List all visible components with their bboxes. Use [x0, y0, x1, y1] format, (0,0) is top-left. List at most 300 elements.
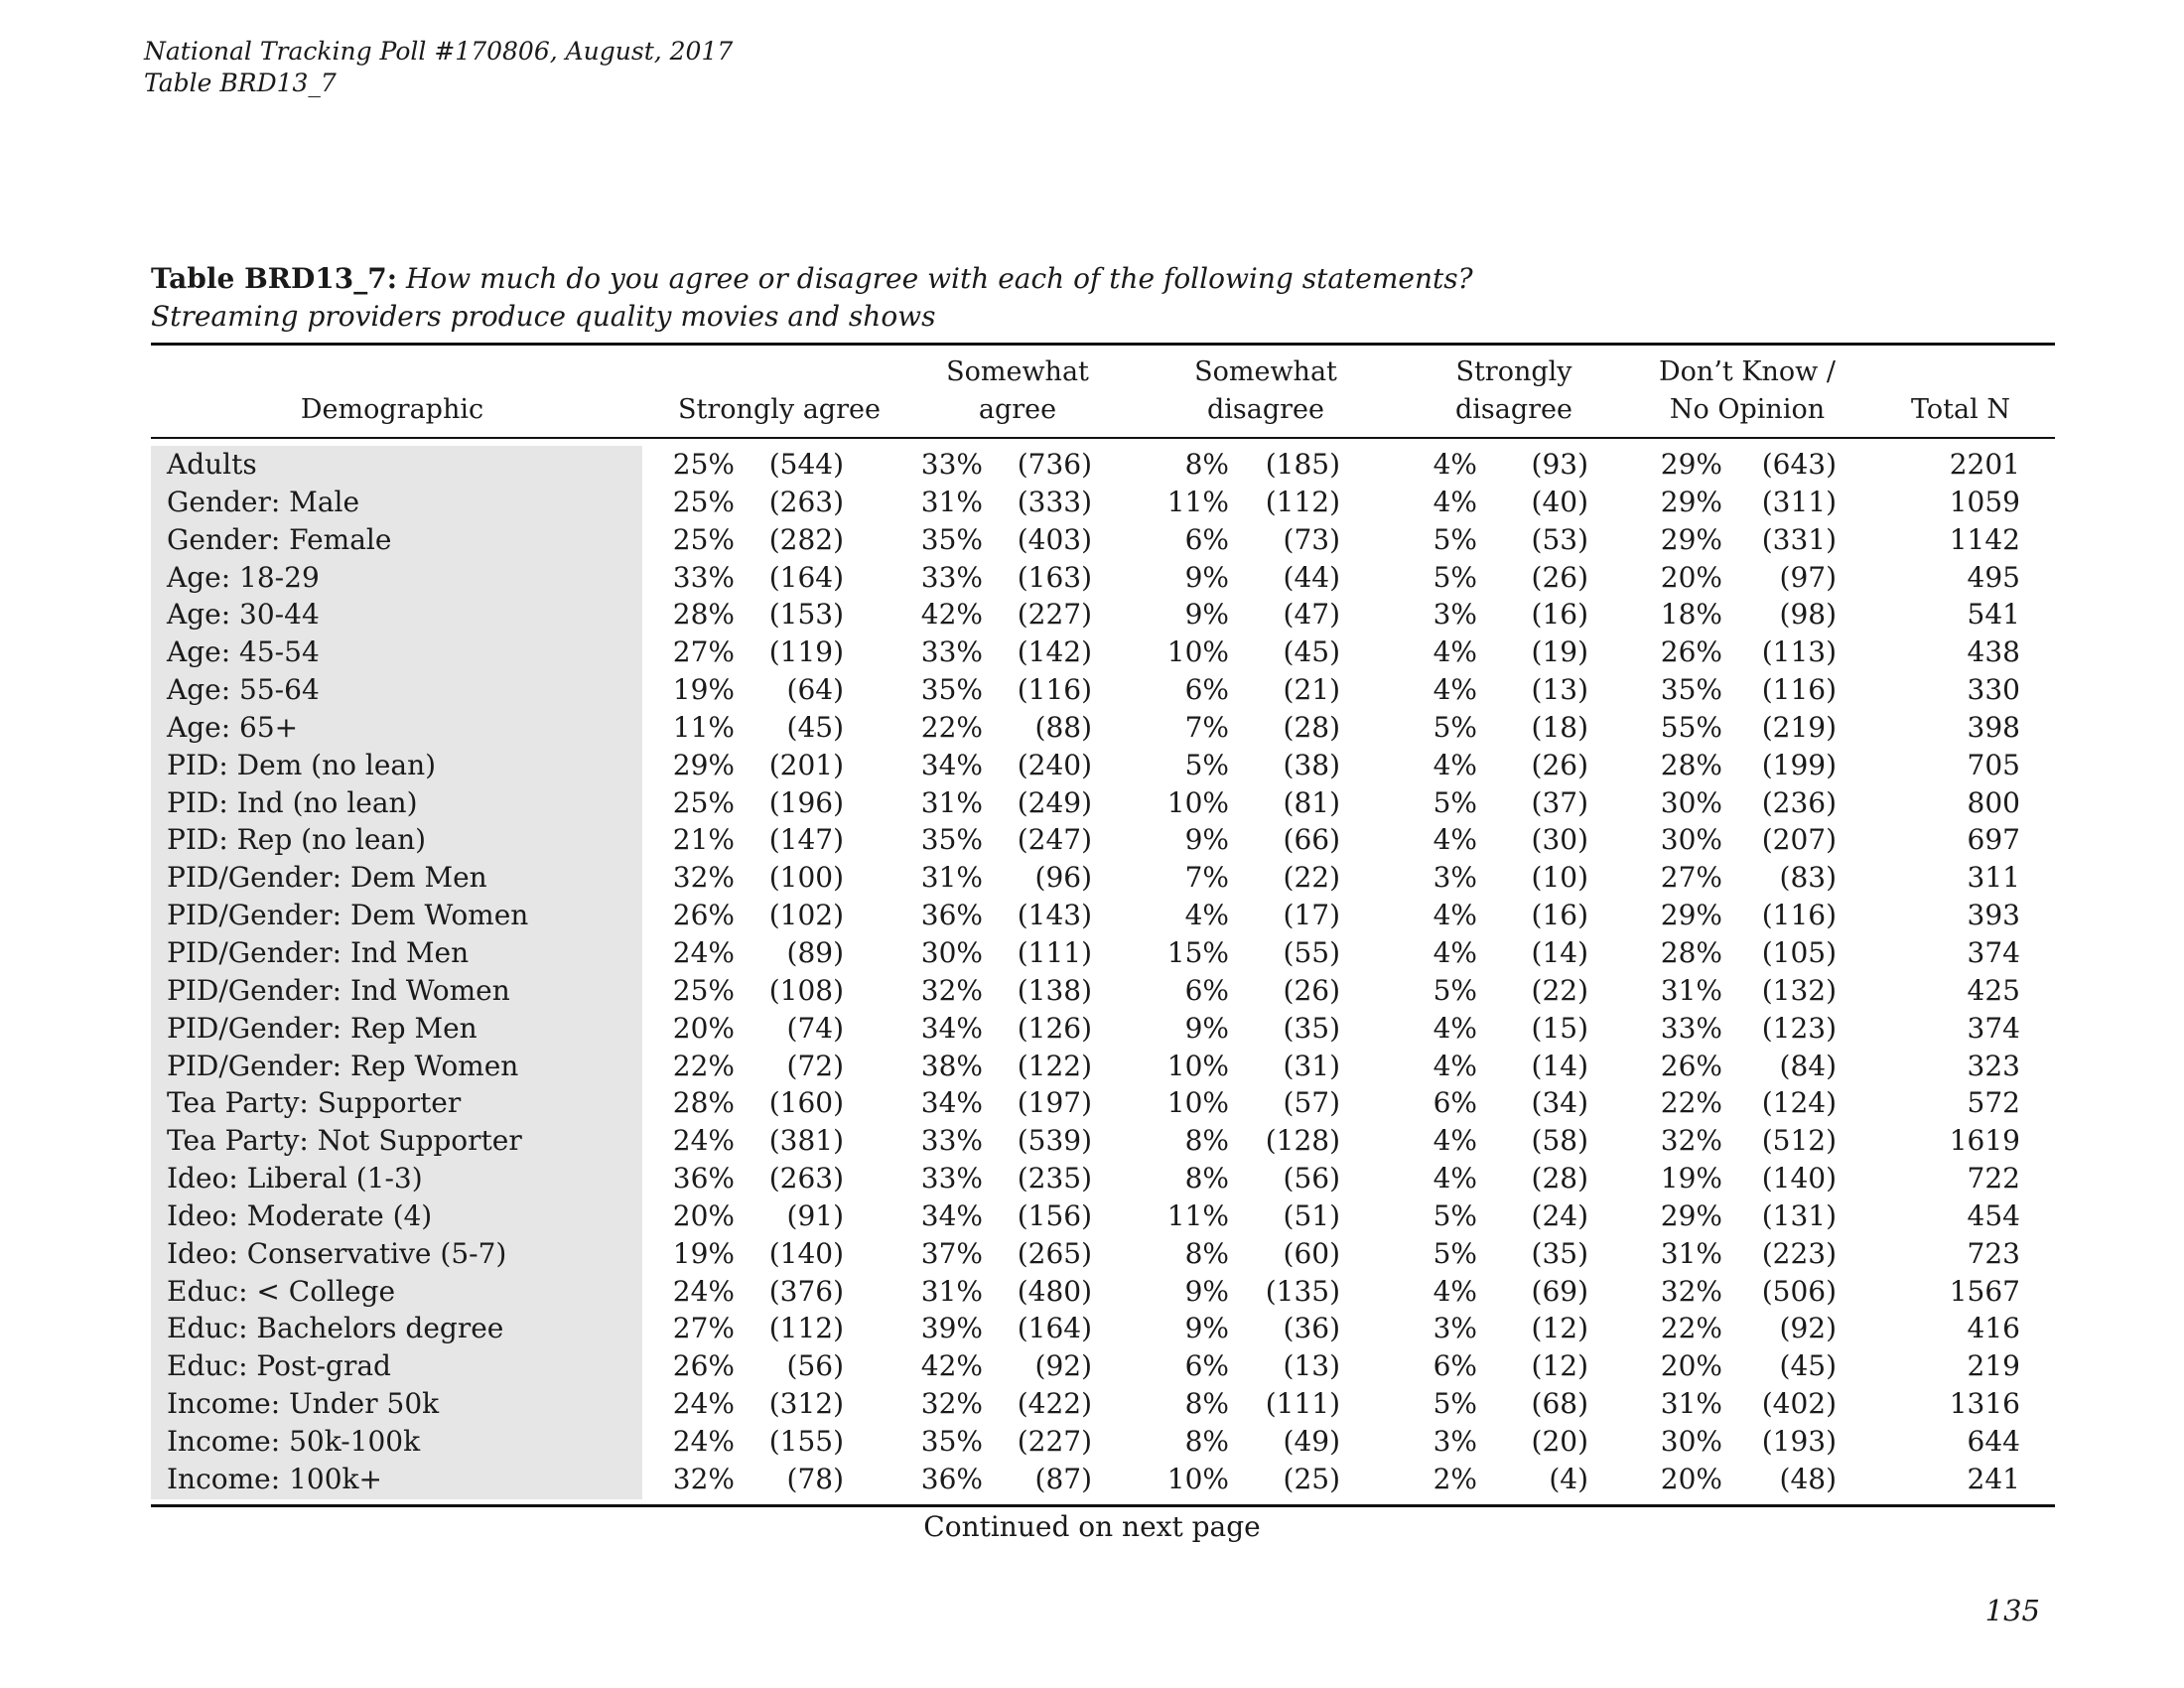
- cell-count-dk: (98): [1779, 598, 1837, 632]
- cell-count-swa: (235): [1017, 1162, 1092, 1196]
- cell-total-n: 1059: [1949, 485, 2020, 518]
- cell-percent-swd: 15%: [1166, 935, 1229, 969]
- cell-percent-dk: 35%: [1660, 673, 1722, 707]
- cell-count-swd: (51): [1283, 1198, 1340, 1232]
- cell-percent-swd: 6%: [1184, 1349, 1229, 1383]
- cell-percent-swa: 30%: [920, 935, 983, 969]
- cell-count-swd: (60): [1283, 1236, 1340, 1270]
- cell-total-n: 330: [1967, 673, 2020, 707]
- cell-count-sa: (78): [786, 1462, 844, 1495]
- cell-percent-dk: 29%: [1660, 1198, 1722, 1232]
- cell-count-sa: (155): [768, 1424, 844, 1458]
- cell-count-sd: (26): [1531, 748, 1588, 781]
- cell-count-sd: (12): [1531, 1312, 1588, 1345]
- cell-count-dk: (48): [1779, 1462, 1837, 1495]
- cell-count-swa: (88): [1034, 710, 1092, 744]
- cell-percent-swd: 6%: [1184, 973, 1229, 1007]
- table-row: [0, 596, 2184, 633]
- table-row: [0, 1122, 2184, 1160]
- cell-count-dk: (207): [1761, 823, 1837, 857]
- cell-count-swd: (47): [1283, 598, 1340, 632]
- cell-count-sd: (12): [1531, 1349, 1588, 1383]
- cell-count-dk: (97): [1779, 560, 1837, 594]
- cell-count-dk: (116): [1761, 673, 1837, 707]
- table-row: [0, 784, 2184, 822]
- cell-count-sa: (196): [768, 785, 844, 819]
- cell-count-sa: (119): [768, 635, 844, 669]
- cell-percent-swd: 10%: [1166, 1049, 1229, 1082]
- row-label: Ideo: Liberal (1-3): [167, 1162, 423, 1196]
- row-label: Age: 55-64: [167, 673, 320, 707]
- cell-percent-dk: 29%: [1660, 522, 1722, 556]
- cell-percent-sa: 32%: [672, 1462, 735, 1495]
- cell-total-n: 723: [1967, 1236, 2020, 1270]
- row-label: Educ: Post-grad: [167, 1349, 391, 1383]
- cell-total-n: 1142: [1949, 522, 2020, 556]
- cell-percent-swa: 33%: [920, 635, 983, 669]
- cell-count-dk: (45): [1779, 1349, 1837, 1383]
- cell-percent-swd: 9%: [1184, 1011, 1229, 1045]
- cell-percent-swa: 34%: [920, 1086, 983, 1120]
- cell-total-n: 311: [1967, 861, 2020, 895]
- table-row: [0, 1084, 2184, 1122]
- cell-percent-sd: 3%: [1433, 861, 1477, 895]
- cell-count-swd: (81): [1283, 785, 1340, 819]
- cell-count-swa: (227): [1017, 1424, 1092, 1458]
- cell-percent-sd: 3%: [1433, 1312, 1477, 1345]
- cell-count-swd: (26): [1283, 973, 1340, 1007]
- cell-count-sd: (28): [1531, 1162, 1588, 1196]
- cell-percent-dk: 30%: [1660, 785, 1722, 819]
- cell-percent-swd: 4%: [1184, 899, 1229, 932]
- cell-percent-dk: 26%: [1660, 635, 1722, 669]
- cell-percent-sa: 25%: [672, 448, 735, 481]
- cell-count-sd: (26): [1531, 560, 1588, 594]
- cell-count-swd: (36): [1283, 1312, 1340, 1345]
- cell-percent-swd: 8%: [1184, 1162, 1229, 1196]
- cell-count-swa: (333): [1017, 485, 1092, 518]
- table-row: [0, 484, 2184, 521]
- cell-count-dk: (131): [1761, 1198, 1837, 1232]
- cell-percent-dk: 31%: [1660, 1236, 1722, 1270]
- cell-percent-swd: 10%: [1166, 1462, 1229, 1495]
- cell-percent-swa: 35%: [920, 823, 983, 857]
- table-row: [0, 1273, 2184, 1311]
- cell-percent-dk: 20%: [1660, 560, 1722, 594]
- cell-count-swa: (143): [1017, 899, 1092, 932]
- cell-percent-sd: 5%: [1433, 522, 1477, 556]
- cell-percent-sa: 24%: [672, 1124, 735, 1158]
- cell-count-dk: (84): [1779, 1049, 1837, 1082]
- cell-count-sa: (89): [786, 935, 844, 969]
- row-label: Gender: Male: [167, 485, 360, 518]
- cell-count-sa: (164): [768, 560, 844, 594]
- cell-count-swd: (57): [1283, 1086, 1340, 1120]
- cell-percent-sa: 28%: [672, 598, 735, 632]
- cell-count-swa: (403): [1017, 522, 1092, 556]
- cell-count-sa: (201): [768, 748, 844, 781]
- cell-count-sa: (72): [786, 1049, 844, 1082]
- cell-count-swa: (249): [1017, 785, 1092, 819]
- cell-total-n: 219: [1967, 1349, 2020, 1383]
- cell-percent-sd: 4%: [1433, 673, 1477, 707]
- cell-count-sa: (91): [786, 1198, 844, 1232]
- cell-percent-dk: 33%: [1660, 1011, 1722, 1045]
- cell-percent-sa: 26%: [672, 1349, 735, 1383]
- cell-count-dk: (223): [1761, 1236, 1837, 1270]
- cell-total-n: 393: [1967, 899, 2020, 932]
- cell-count-sd: (10): [1531, 861, 1588, 895]
- cell-percent-sa: 25%: [672, 485, 735, 518]
- cell-percent-dk: 26%: [1660, 1049, 1722, 1082]
- poll-title: National Tracking Poll #170806, August, 2017: [144, 37, 734, 66]
- table-row: [0, 1423, 2184, 1461]
- cell-count-sd: (68): [1531, 1387, 1588, 1421]
- cell-percent-sd: 4%: [1433, 935, 1477, 969]
- cell-count-swd: (44): [1283, 560, 1340, 594]
- cell-count-swa: (265): [1017, 1236, 1092, 1270]
- row-label: Gender: Female: [167, 522, 392, 556]
- cell-count-dk: (105): [1761, 935, 1837, 969]
- cell-count-sd: (69): [1531, 1274, 1588, 1308]
- cell-count-sd: (35): [1531, 1236, 1588, 1270]
- cell-percent-sa: 27%: [672, 635, 735, 669]
- cell-count-sa: (381): [768, 1124, 844, 1158]
- header-rule: [151, 437, 2055, 439]
- table-row: [0, 709, 2184, 747]
- cell-count-swa: (240): [1017, 748, 1092, 781]
- table-row: [0, 1048, 2184, 1085]
- cell-percent-swa: 35%: [920, 1424, 983, 1458]
- cell-percent-sd: 6%: [1433, 1349, 1477, 1383]
- cell-percent-dk: 29%: [1660, 899, 1722, 932]
- table-row: [0, 1010, 2184, 1048]
- cell-total-n: 1316: [1949, 1387, 2020, 1421]
- cell-percent-swa: 37%: [920, 1236, 983, 1270]
- cell-count-swd: (55): [1283, 935, 1340, 969]
- cell-percent-sd: 3%: [1433, 1424, 1477, 1458]
- row-label: Tea Party: Not Supporter: [167, 1124, 522, 1158]
- cell-count-sd: (58): [1531, 1124, 1588, 1158]
- cell-count-dk: (331): [1761, 522, 1837, 556]
- page-header: [144, 36, 733, 99]
- cell-percent-sa: 24%: [672, 935, 735, 969]
- cell-count-dk: (506): [1761, 1274, 1837, 1308]
- caption-statement: Streaming providers produce quality movies and shows: [151, 300, 936, 333]
- cell-percent-swd: 8%: [1184, 1387, 1229, 1421]
- cell-count-sa: (64): [786, 673, 844, 707]
- cell-count-sd: (40): [1531, 485, 1588, 518]
- cell-percent-swd: 11%: [1166, 1198, 1229, 1232]
- cell-percent-sd: 2%: [1433, 1462, 1477, 1495]
- cell-percent-swa: 32%: [920, 1387, 983, 1421]
- row-label: PID/Gender: Rep Men: [167, 1011, 478, 1045]
- cell-percent-swa: 31%: [920, 785, 983, 819]
- row-label: Age: 18-29: [167, 560, 320, 594]
- row-label: PID/Gender: Dem Men: [167, 861, 487, 895]
- cell-count-swa: (163): [1017, 560, 1092, 594]
- cell-count-swa: (87): [1034, 1462, 1092, 1495]
- row-label: Tea Party: Supporter: [167, 1086, 462, 1120]
- cell-total-n: 425: [1967, 973, 2020, 1007]
- cell-percent-sa: 33%: [672, 560, 735, 594]
- cell-percent-swa: 31%: [920, 485, 983, 518]
- row-label: PID: Dem (no lean): [167, 748, 437, 781]
- table-row: [0, 1235, 2184, 1273]
- cell-percent-sd: 3%: [1433, 598, 1477, 632]
- cell-percent-swd: 7%: [1184, 710, 1229, 744]
- table-row: [0, 934, 2184, 972]
- cell-percent-sa: 25%: [672, 973, 735, 1007]
- cell-count-dk: (132): [1761, 973, 1837, 1007]
- cell-count-dk: (92): [1779, 1312, 1837, 1345]
- cell-count-swa: (422): [1017, 1387, 1092, 1421]
- cell-count-sd: (24): [1531, 1198, 1588, 1232]
- table-row: [0, 1310, 2184, 1347]
- cell-percent-sa: 20%: [672, 1198, 735, 1232]
- cell-percent-sa: 25%: [672, 522, 735, 556]
- cell-count-sa: (102): [768, 899, 844, 932]
- table-row: [0, 747, 2184, 784]
- cell-percent-swa: 34%: [920, 1011, 983, 1045]
- cell-count-sa: (263): [768, 1162, 844, 1196]
- continued-note: Continued on next page: [923, 1510, 1261, 1543]
- cell-count-swa: (111): [1017, 935, 1092, 969]
- cell-count-dk: (199): [1761, 748, 1837, 781]
- cell-percent-sd: 4%: [1433, 1049, 1477, 1082]
- row-label: Ideo: Conservative (5-7): [167, 1236, 507, 1270]
- cell-percent-swd: 11%: [1166, 485, 1229, 518]
- cell-count-swa: (247): [1017, 823, 1092, 857]
- row-label: Income: Under 50k: [167, 1387, 440, 1421]
- cell-percent-sa: 24%: [672, 1387, 735, 1421]
- cell-percent-swd: 10%: [1166, 1086, 1229, 1120]
- cell-count-dk: (123): [1761, 1011, 1837, 1045]
- cell-count-swd: (35): [1283, 1011, 1340, 1045]
- cell-count-sd: (53): [1531, 522, 1588, 556]
- cell-count-sd: (19): [1531, 635, 1588, 669]
- cell-count-dk: (219): [1761, 710, 1837, 744]
- cell-count-swa: (539): [1017, 1124, 1092, 1158]
- cell-percent-swd: 10%: [1166, 785, 1229, 819]
- col-header-somewhat-agree: Somewhat agree: [946, 356, 1089, 425]
- table-row: [0, 1197, 2184, 1235]
- cell-percent-dk: 19%: [1660, 1162, 1722, 1196]
- col-header-total-n: Total N: [1911, 394, 2010, 425]
- cell-count-dk: (311): [1761, 485, 1837, 518]
- cell-percent-swa: 35%: [920, 673, 983, 707]
- cell-percent-sd: 5%: [1433, 710, 1477, 744]
- cell-percent-swd: 10%: [1166, 635, 1229, 669]
- cell-count-swa: (736): [1017, 448, 1092, 481]
- cell-percent-dk: 20%: [1660, 1349, 1722, 1383]
- cell-percent-dk: 28%: [1660, 748, 1722, 781]
- cell-count-sa: (74): [786, 1011, 844, 1045]
- cell-count-sa: (263): [768, 485, 844, 518]
- cell-percent-sa: 20%: [672, 1011, 735, 1045]
- table-row: [0, 521, 2184, 559]
- cell-count-swd: (128): [1265, 1124, 1340, 1158]
- cell-count-dk: (140): [1761, 1162, 1837, 1196]
- cell-count-swa: (96): [1034, 861, 1092, 895]
- cell-count-dk: (402): [1761, 1387, 1837, 1421]
- cell-count-swa: (92): [1034, 1349, 1092, 1383]
- cell-count-sd: (18): [1531, 710, 1588, 744]
- cell-percent-sd: 4%: [1433, 485, 1477, 518]
- cell-percent-swd: 8%: [1184, 1236, 1229, 1270]
- cell-percent-dk: 31%: [1660, 973, 1722, 1007]
- cell-count-swa: (164): [1017, 1312, 1092, 1345]
- cell-percent-dk: 32%: [1660, 1274, 1722, 1308]
- row-label: Adults: [167, 448, 257, 481]
- cell-percent-dk: 32%: [1660, 1124, 1722, 1158]
- cell-percent-swa: 22%: [920, 710, 983, 744]
- cell-percent-sa: 24%: [672, 1274, 735, 1308]
- cell-percent-sa: 29%: [672, 748, 735, 781]
- cell-count-sd: (15): [1531, 1011, 1588, 1045]
- cell-count-sa: (312): [768, 1387, 844, 1421]
- cell-percent-sa: 11%: [672, 710, 735, 744]
- cell-percent-sd: 4%: [1433, 1011, 1477, 1045]
- col-header-dont-know: Don’t Know / No Opinion: [1659, 356, 1836, 425]
- cell-percent-swd: 6%: [1184, 673, 1229, 707]
- cell-count-dk: (83): [1779, 861, 1837, 895]
- cell-percent-sd: 5%: [1433, 973, 1477, 1007]
- row-label: Age: 65+: [167, 710, 299, 744]
- col-header-somewhat-disagree: Somewhat disagree: [1194, 356, 1337, 425]
- cell-count-sa: (376): [768, 1274, 844, 1308]
- cell-count-sa: (56): [786, 1349, 844, 1383]
- cell-percent-sd: 4%: [1433, 823, 1477, 857]
- table-row: [0, 1347, 2184, 1385]
- cell-count-sd: (93): [1531, 448, 1588, 481]
- cell-count-sd: (20): [1531, 1424, 1588, 1458]
- cell-count-dk: (236): [1761, 785, 1837, 819]
- table-top-rule: [151, 343, 2055, 346]
- cell-percent-sd: 4%: [1433, 1124, 1477, 1158]
- cell-total-n: 705: [1967, 748, 2020, 781]
- cell-total-n: 374: [1967, 1011, 2020, 1045]
- cell-percent-swd: 9%: [1184, 823, 1229, 857]
- cell-total-n: 541: [1967, 598, 2020, 632]
- cell-percent-sd: 6%: [1433, 1086, 1477, 1120]
- cell-percent-sd: 4%: [1433, 899, 1477, 932]
- cell-percent-swd: 9%: [1184, 1274, 1229, 1308]
- cell-count-sa: (45): [786, 710, 844, 744]
- cell-count-swa: (227): [1017, 598, 1092, 632]
- cell-percent-swd: 7%: [1184, 861, 1229, 895]
- cell-percent-sd: 5%: [1433, 1236, 1477, 1270]
- cell-percent-sd: 4%: [1433, 748, 1477, 781]
- cell-percent-dk: 30%: [1660, 1424, 1722, 1458]
- cell-percent-swd: 5%: [1184, 748, 1229, 781]
- cell-percent-sa: 36%: [672, 1162, 735, 1196]
- cell-percent-sd: 4%: [1433, 1274, 1477, 1308]
- row-label: PID: Rep (no lean): [167, 823, 427, 857]
- row-label: PID: Ind (no lean): [167, 785, 418, 819]
- row-label: Age: 45-54: [167, 635, 320, 669]
- cell-count-swd: (17): [1283, 899, 1340, 932]
- cell-percent-swa: 33%: [920, 448, 983, 481]
- col-header-strongly-agree: Strongly agree: [678, 394, 881, 425]
- table-row: [0, 859, 2184, 897]
- cell-percent-swa: 42%: [920, 1349, 983, 1383]
- cell-percent-swd: 9%: [1184, 598, 1229, 632]
- cell-count-swd: (73): [1283, 522, 1340, 556]
- cell-count-sa: (147): [768, 823, 844, 857]
- cell-count-swd: (49): [1283, 1424, 1340, 1458]
- table-row: [0, 1461, 2184, 1498]
- cell-percent-dk: 29%: [1660, 485, 1722, 518]
- cell-count-sd: (4): [1549, 1462, 1588, 1495]
- row-label: Income: 100k+: [167, 1462, 382, 1495]
- row-label: Age: 30-44: [167, 598, 320, 632]
- cell-total-n: 454: [1967, 1198, 2020, 1232]
- table-body: [0, 446, 2184, 1498]
- cell-percent-sd: 5%: [1433, 1387, 1477, 1421]
- cell-count-sa: (140): [768, 1236, 844, 1270]
- cell-percent-dk: 27%: [1660, 861, 1722, 895]
- cell-count-sd: (16): [1531, 899, 1588, 932]
- cell-count-dk: (643): [1761, 448, 1837, 481]
- cell-percent-dk: 55%: [1660, 710, 1722, 744]
- cell-count-sd: (14): [1531, 935, 1588, 969]
- row-label: Ideo: Moderate (4): [167, 1198, 433, 1232]
- cell-count-swd: (45): [1283, 635, 1340, 669]
- cell-count-swa: (480): [1017, 1274, 1092, 1308]
- cell-percent-swa: 34%: [920, 748, 983, 781]
- cell-percent-dk: 20%: [1660, 1462, 1722, 1495]
- cell-percent-dk: 28%: [1660, 935, 1722, 969]
- cell-count-swa: (142): [1017, 635, 1092, 669]
- cell-count-sa: (544): [768, 448, 844, 481]
- table-caption: [151, 260, 1473, 336]
- cell-percent-sa: 32%: [672, 861, 735, 895]
- cell-percent-swa: 33%: [920, 1162, 983, 1196]
- row-label: PID/Gender: Ind Men: [167, 935, 470, 969]
- cell-total-n: 2201: [1949, 448, 2020, 481]
- cell-percent-sd: 5%: [1433, 785, 1477, 819]
- cell-count-swd: (111): [1265, 1387, 1340, 1421]
- cell-percent-dk: 18%: [1660, 598, 1722, 632]
- col-header-strongly-disagree: Strongly disagree: [1454, 356, 1573, 425]
- cell-count-swa: (156): [1017, 1198, 1092, 1232]
- cell-total-n: 1619: [1949, 1124, 2020, 1158]
- cell-percent-swa: 36%: [920, 1462, 983, 1495]
- cell-percent-sd: 4%: [1433, 635, 1477, 669]
- cell-percent-swd: 6%: [1184, 522, 1229, 556]
- cell-total-n: 644: [1967, 1424, 2020, 1458]
- cell-percent-swa: 33%: [920, 560, 983, 594]
- cell-count-sa: (112): [768, 1312, 844, 1345]
- cell-percent-sa: 25%: [672, 785, 735, 819]
- cell-percent-sa: 28%: [672, 1086, 735, 1120]
- cell-percent-swd: 8%: [1184, 1424, 1229, 1458]
- cell-percent-dk: 22%: [1660, 1086, 1722, 1120]
- cell-percent-swa: 32%: [920, 973, 983, 1007]
- cell-count-swd: (13): [1283, 1349, 1340, 1383]
- cell-count-dk: (116): [1761, 899, 1837, 932]
- col-header-demographic: Demographic: [300, 394, 484, 425]
- cell-percent-dk: 22%: [1660, 1312, 1722, 1345]
- table-row: [0, 897, 2184, 934]
- cell-total-n: 722: [1967, 1162, 2020, 1196]
- table-row: [0, 821, 2184, 859]
- cell-count-swd: (66): [1283, 823, 1340, 857]
- cell-count-swd: (25): [1283, 1462, 1340, 1495]
- cell-count-swd: (38): [1283, 748, 1340, 781]
- cell-total-n: 800: [1967, 785, 2020, 819]
